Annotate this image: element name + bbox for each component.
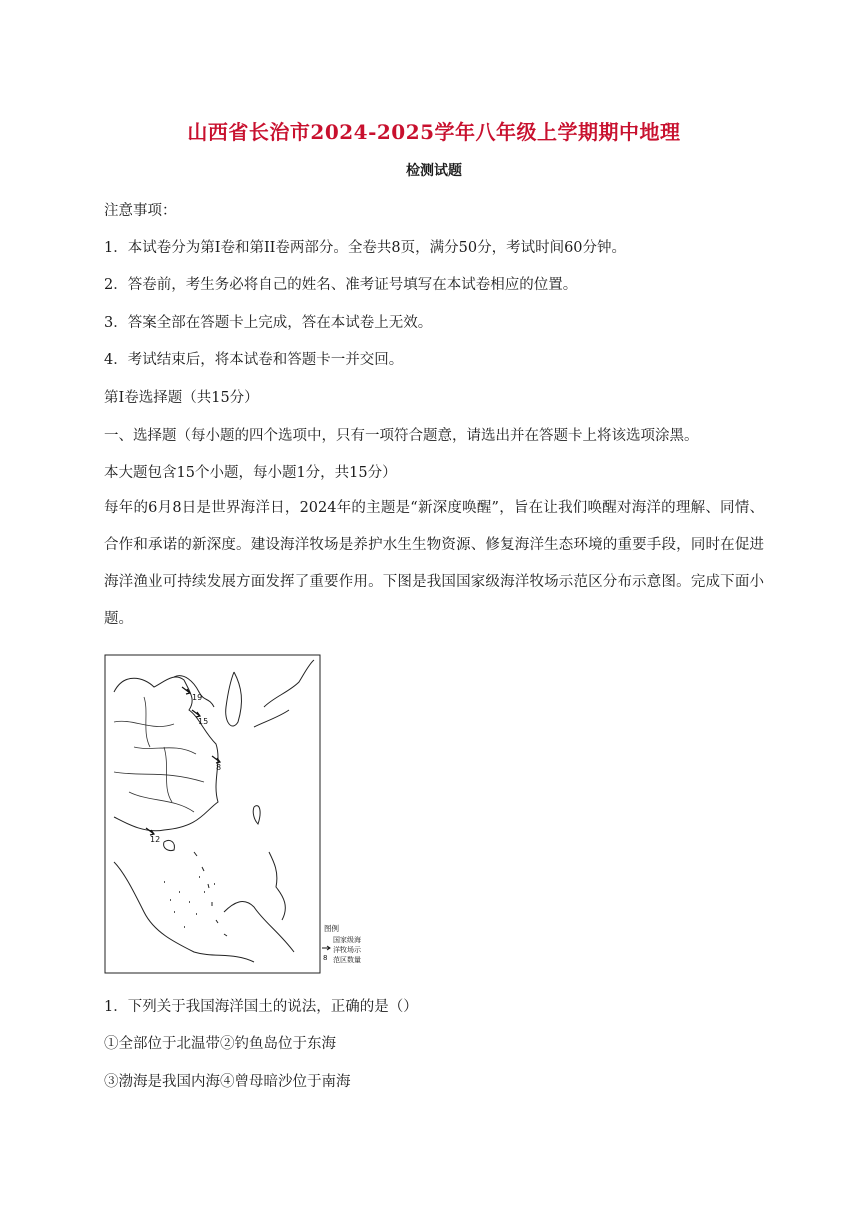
document-title: 山西省长治市2024-2025学年八年级上学期期中地理 bbox=[187, 120, 681, 144]
notice-item-3: 3．答案全部在答题卡上完成，答在本试卷上无效。 bbox=[104, 315, 433, 331]
map-label-12: 12 bbox=[150, 835, 161, 844]
question-1-options-line-1: ①全部位于北温带②钓鱼岛位于东海 bbox=[104, 1036, 336, 1052]
map-frame bbox=[105, 655, 320, 973]
question-1-stem: 1．下列关于我国海洋国土的说法，正确的是（） bbox=[104, 999, 418, 1015]
passage-paragraph: 每年的6月8日是世界海洋日，2024年的主题是“新深度唤醒”，旨在让我们唤醒对海洋的理解、同情、合作和承诺的新深度。建设海洋牧场是养护水生生物资源、修复海洋生态环境的重要手段，同时在促进海洋渔业可持续发展方面发挥了重要作用。下图是我国国家级海洋牧场示范区分布示意图。完成下面小题。 bbox=[104, 500, 764, 627]
map-label-8: 8 bbox=[216, 763, 222, 772]
notice-item-2: 2．答卷前，考生务必将自己的姓名、准考证号填写在本试卷相应的位置。 bbox=[104, 277, 578, 293]
map-legend-line-3: 范区数量 bbox=[333, 956, 361, 964]
notice-item-4: 4．考试结束后，将本试卷和答题卡一并交回。 bbox=[104, 352, 404, 368]
map-legend-title: 图例 bbox=[324, 924, 339, 933]
document-subtitle: 检测试题 bbox=[406, 163, 462, 179]
map-legend-line-1: 国家级海 bbox=[333, 936, 361, 944]
section-heading: 第Ⅰ卷选择题（共15分） bbox=[104, 390, 259, 406]
map-figure-svg bbox=[104, 652, 372, 974]
map-legend-line-2: 洋牧场示 bbox=[333, 946, 361, 954]
map-legend-sample: 8 bbox=[323, 954, 328, 962]
map-label-19: 19 bbox=[192, 693, 203, 702]
map-label-15: 15 bbox=[198, 717, 209, 726]
notice-item-1: 1．本试卷分为第Ⅰ卷和第II卷两部分。全卷共8页，满分50分，考试时间60分钟。 bbox=[104, 240, 627, 256]
map-legend-arrow bbox=[322, 946, 330, 950]
part-instructions-line-1: 一、选择题（每小题的四个选项中，只有一项符合题意，请选出并在答题卡上将该选项涂黑。 bbox=[104, 428, 699, 444]
question-1-options-line-2: ③渤海是我国内海④曾母暗沙位于南海 bbox=[104, 1074, 351, 1090]
notice-heading: 注意事项： bbox=[104, 203, 177, 219]
part-instructions-line-2: 本大题包含15个小题，每小题1分，共15分） bbox=[104, 465, 397, 481]
marine-ranch-map bbox=[104, 652, 372, 974]
